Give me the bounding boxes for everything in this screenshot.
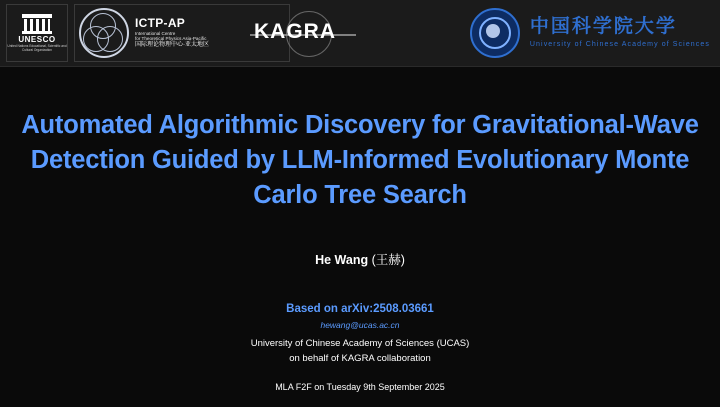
affiliation-secondary: on behalf of KAGRA collaboration [289, 352, 431, 364]
author-line [0, 250, 720, 268]
unesco-wordmark: UNESCO [18, 35, 56, 45]
ictp-triquetra-icon [79, 8, 129, 58]
event-info: MLA F2F on Tuesday 9th September 2025 [275, 382, 445, 393]
ictp-chinese: 国际理论物理中心·亚太地区 [135, 42, 209, 49]
arxiv-reference[interactable]: Based on arXiv:2508.03661 [286, 303, 434, 315]
ictp-title: ICTP-AP [135, 15, 186, 30]
slide-footer [0, 303, 720, 392]
kagra-wordmark: KAGRA [254, 20, 336, 43]
ucas-seal-icon [470, 8, 520, 58]
unesco-subtitle: United Nations Educational, Scientific and Cultural Organization [7, 44, 67, 52]
author-email[interactable]: hewang@ucas.ac.cn [320, 320, 400, 330]
ictp-line-2: for Theoretical Physics Asia-Pacific [135, 35, 207, 41]
author-name-chinese: (王赫) [371, 253, 405, 267]
page-title: Automated Algorithmic Discovery for Gravitational-Wave Detection Guided by LLM-Informed Evolutionary Monte Carlo Tree Search [21, 111, 699, 210]
unesco-logo [6, 4, 68, 62]
author-name: He Wang [315, 253, 369, 267]
logo-bar [0, 0, 720, 67]
ucas-english-name: University of Chinese Academy of Sciences [529, 41, 710, 49]
ucas-chinese-name: 中国科学院大学 [529, 16, 677, 38]
affiliation-primary: University of Chinese Academy of Sciences (UCAS) [250, 338, 470, 349]
kagra-logo [248, 4, 360, 62]
ucas-logo [470, 6, 710, 60]
ictp-line-1: International Centre [135, 30, 176, 36]
unesco-temple-icon [22, 14, 52, 34]
